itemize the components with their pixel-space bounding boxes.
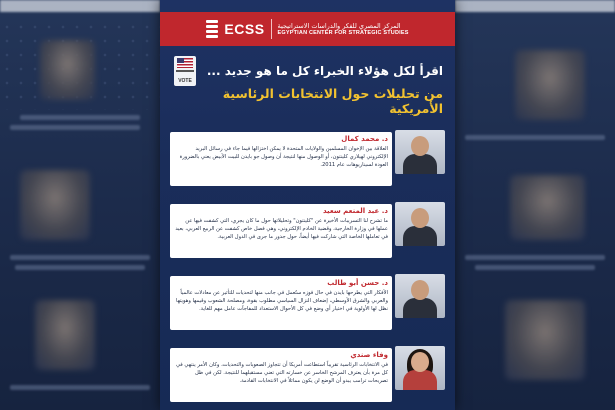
ecss-logo-icon xyxy=(206,20,218,38)
expert-photo xyxy=(395,202,445,246)
expert-card xyxy=(170,130,445,192)
expert-name: د. حسن أبو طالب xyxy=(327,279,388,287)
blurred-photo xyxy=(515,50,585,120)
header-bar xyxy=(160,12,455,46)
us-flag-icon xyxy=(177,58,193,68)
headline xyxy=(160,56,455,121)
infographic-poster xyxy=(160,0,455,410)
blurred-top-banner xyxy=(0,0,160,12)
expert-name: د. محمد كمال xyxy=(341,135,388,143)
expert-photo xyxy=(395,274,445,318)
headline-line-2: من تحليلات حول الانتخابات الرئاسية الأمريكية xyxy=(222,86,443,116)
blurred-text-line xyxy=(465,255,605,260)
expert-photo xyxy=(395,130,445,174)
blurred-text-line xyxy=(20,115,140,120)
blurred-photo xyxy=(510,175,585,240)
blurred-top-banner xyxy=(455,0,615,12)
blurred-photo xyxy=(40,40,95,100)
blurred-text-line xyxy=(10,385,150,390)
expert-quote-box xyxy=(170,348,392,402)
expert-quote: الأفكار التي يطرحها بايدن في حال فوزه ستُعمل في جانب منها لتحديات للتأثير عن معادلات عالمياً والعربي والشرق الأوسطي، إضعاف النزال السياسي مطلوب بقوة، ومصلحة الشعوب وقيمها وهويتها نظل لها الأولوية في اختيار أي وضع في كل الأحوال الاستعداد للمفاجآت عامل مهم للغاية. xyxy=(176,290,388,312)
header-divider xyxy=(271,19,272,39)
blurred-text-line xyxy=(465,135,605,140)
center-name-english: EGYPTIAN CENTER FOR STRATEGIC STUDIES xyxy=(277,30,409,36)
expert-card xyxy=(170,202,445,264)
blurred-photo xyxy=(505,300,585,380)
blurred-photo xyxy=(20,170,90,240)
expert-card xyxy=(170,274,445,336)
ballot-label: VOTE xyxy=(178,78,192,84)
blurred-photo xyxy=(35,300,95,370)
logo-text: ECSS xyxy=(224,21,265,37)
expert-quote: ما تشرح لنا التسريبات الأخيرة عن "كلينتون" وتحليلاتها حول ما كان يجري، التي كشفت فيها عن عملها في وزارة الخارجية، وقضية الخادم الإلكتروني، وهي فصل خاص كشفت عن الربيع العربي، بعيد في تعاملها الخاصة التي شاركت فيها أيضاً، حول جذور ما جرى في الدول العربية. xyxy=(175,218,388,240)
expert-card xyxy=(170,346,445,408)
center-name-arabic: المركز المصري للفكر والدراسات الاستراتيجية xyxy=(277,22,401,30)
expert-name: د. عبد المنعم سعيد xyxy=(323,207,388,215)
expert-quote: العلاقة بين الإخوان المسلمين والولايات المتحدة لا يمكن اختزالها فيما جاء في رسائل البريد الإلكتروني لهيلاري كلينتون، أو الوصول منها لنتيجة أن وصول جو بايدن للبيت الأبيض يعني بالضرورة العودة لسيناريوهات عام 2011. xyxy=(179,146,388,168)
expert-quote: في الانتخابات الرئاسية تقريباً استطاعت أمريكا أن تتجاوز الصعوبات والتحديات، وكان الأمر ينتهي في كل مرة بأن يعترف المرشح الخاسر عن خسارته التي تعني مستقبلهما للنتيجة. لكن في ظل تصريحات ترامب يبدو أن الوضع لن يكون مماثلاً في الانتخابات القادمة. xyxy=(175,362,388,384)
headline-line-1: اقرأ لكل هؤلاء الخبراء كل ما هو جديد ... xyxy=(206,64,443,78)
blurred-text-line xyxy=(10,125,140,130)
blurred-text-line xyxy=(15,265,145,270)
ballot-box-icon xyxy=(174,56,196,86)
expert-name: وفاء صندي xyxy=(350,351,388,359)
blurred-text-line xyxy=(475,265,595,270)
blurred-background-right xyxy=(455,0,615,410)
expert-quote-box xyxy=(170,204,392,258)
blurred-background-left xyxy=(0,0,160,410)
expert-quote-box xyxy=(170,132,392,186)
center-names xyxy=(278,22,409,36)
expert-photo xyxy=(395,346,445,390)
blurred-text-line xyxy=(10,255,150,260)
expert-quote-box xyxy=(170,276,392,330)
